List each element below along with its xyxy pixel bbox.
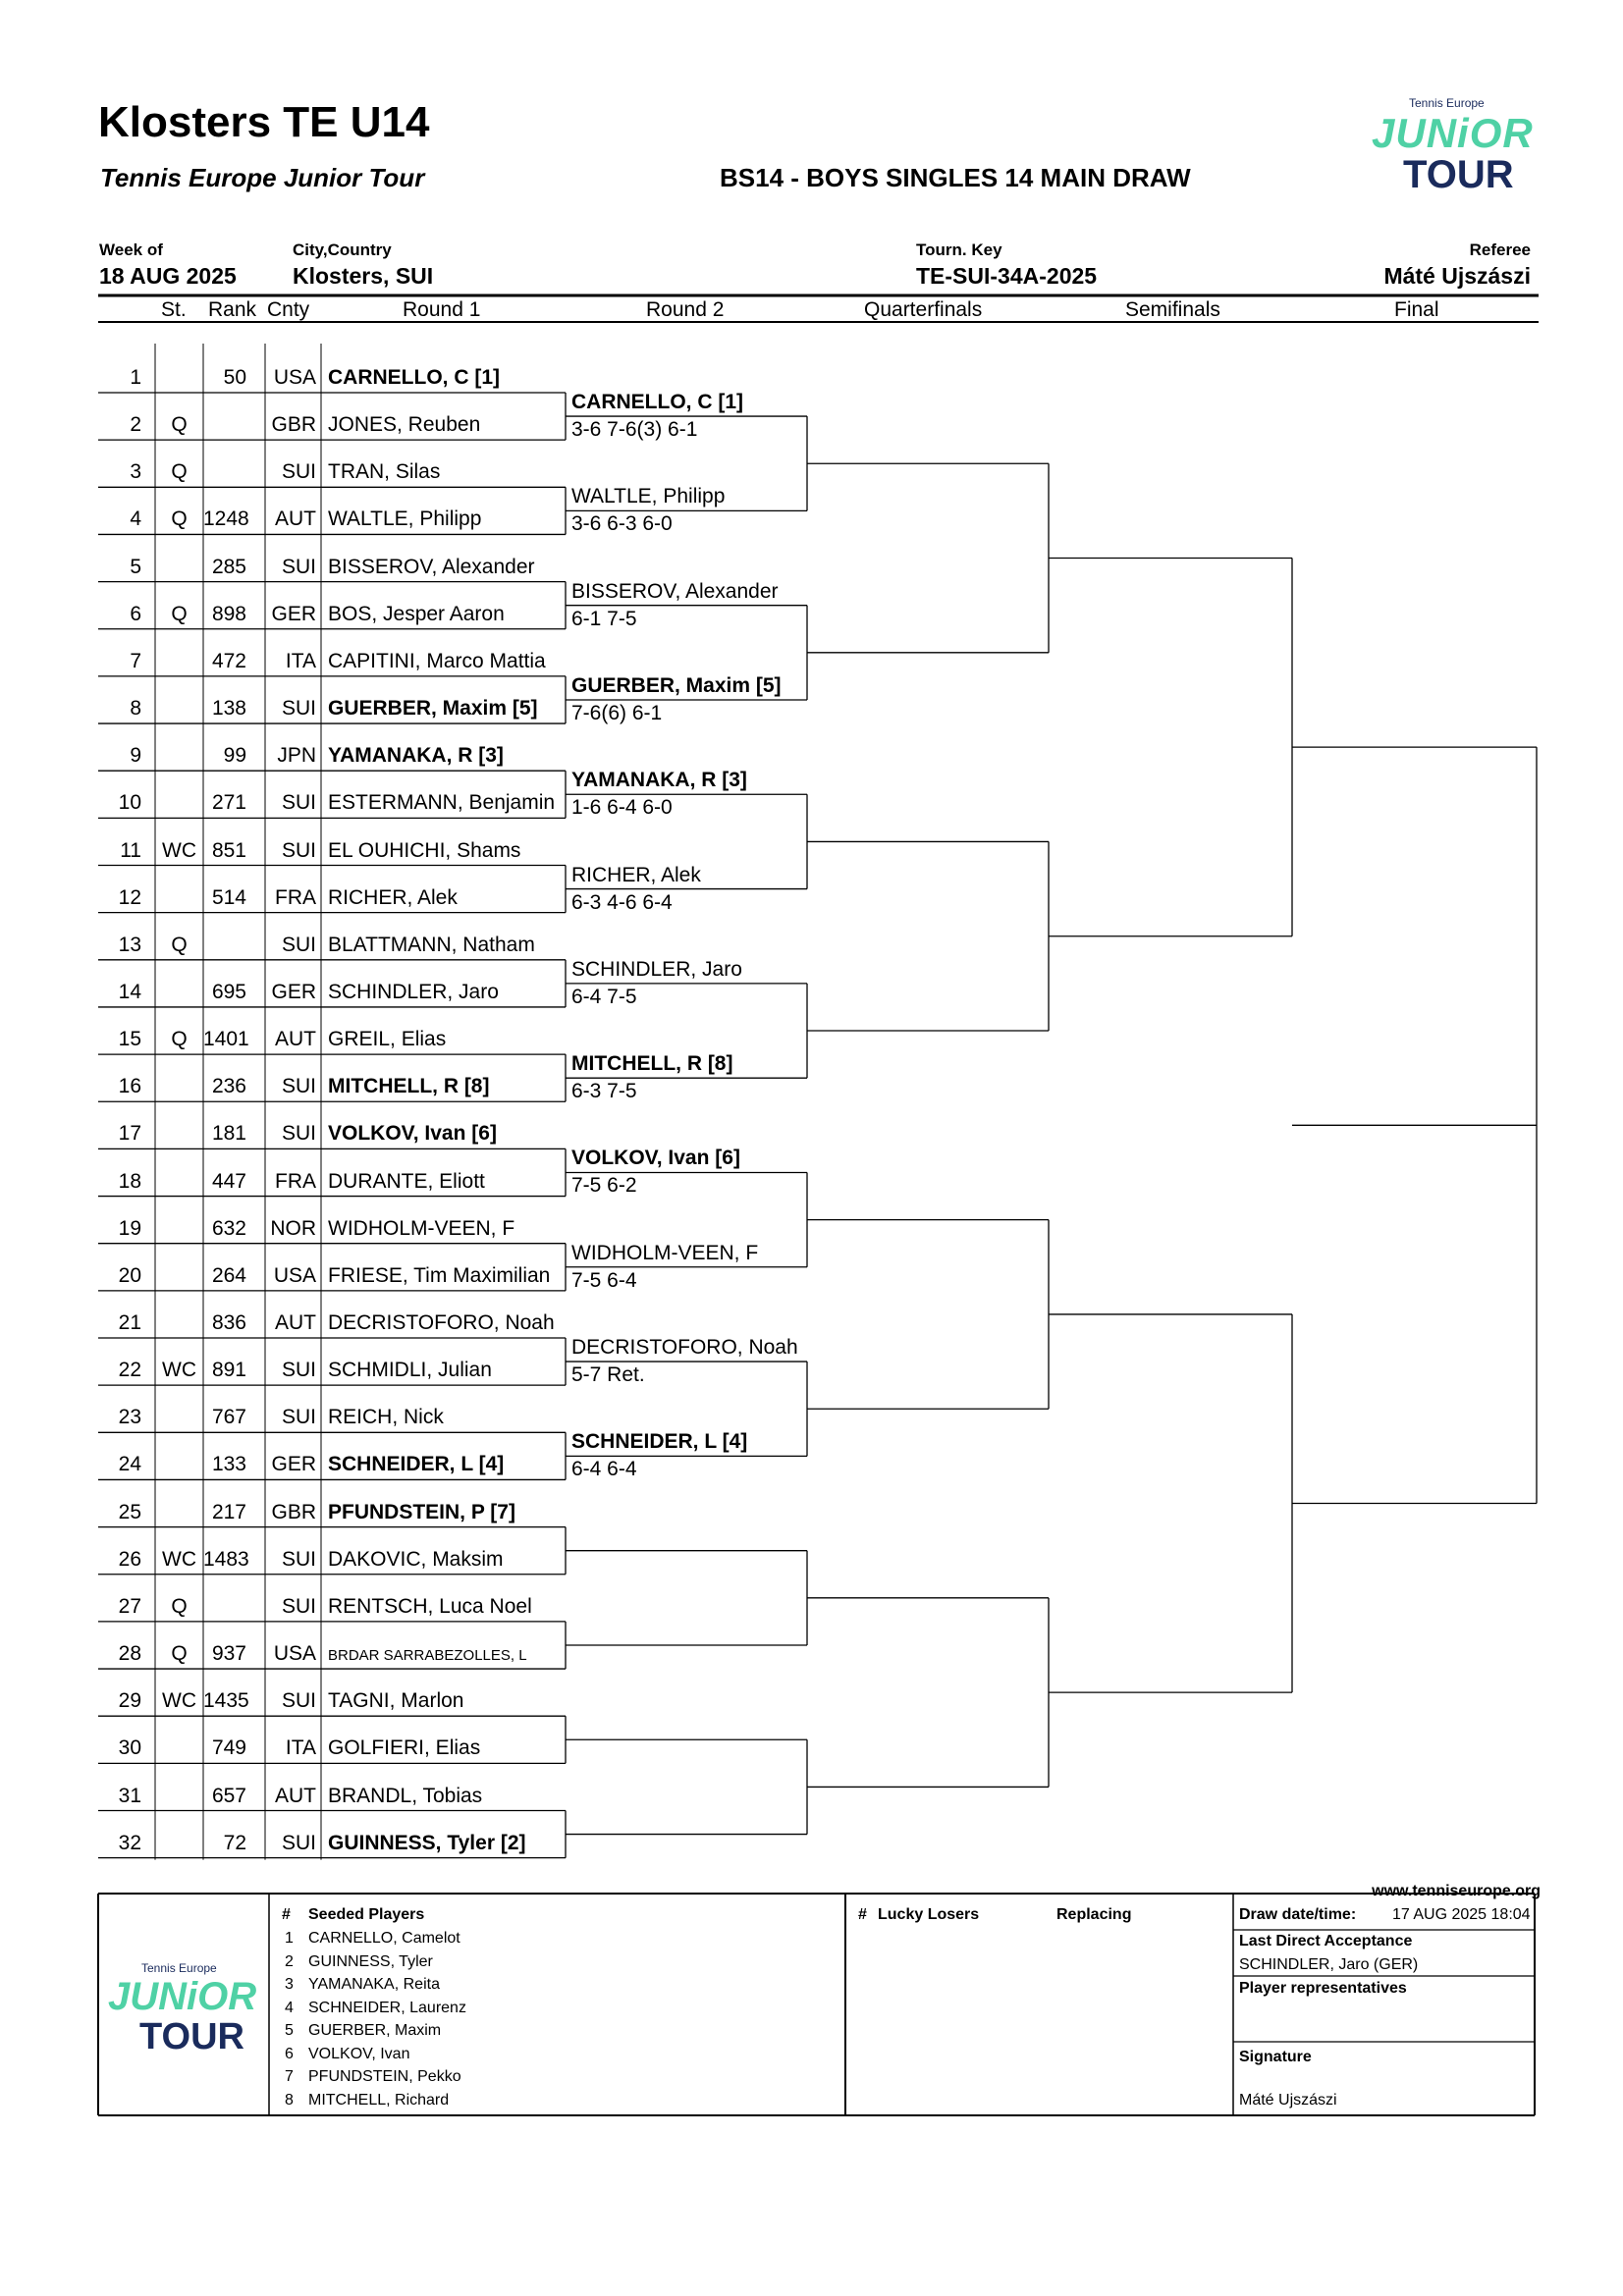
player-country: SUI [281,1406,316,1429]
tour-subtitle: Tennis Europe Junior Tour [100,163,425,192]
player-rank: 657 [211,1784,246,1807]
player-country: USA [273,1263,316,1287]
round2-winner: SCHNEIDER, L [4] [571,1430,748,1454]
player-country: SUI [281,1075,316,1098]
player-rank: 236 [211,1075,246,1098]
round2-winner: GUERBER, Maxim [5] [571,673,782,697]
seed-number: 3 [285,1976,294,1993]
player-name: TAGNI, Marlon [328,1689,464,1713]
draw-position: 2 [130,413,141,437]
entry-status: Q [171,507,188,531]
player-rank: 217 [211,1500,246,1523]
player-country: SUI [281,1689,316,1713]
draw-position: 13 [118,933,141,956]
logo-junior-text: JUNiOR [1372,110,1534,156]
city-value: Klosters, SUI [293,263,434,289]
round2-score: 6-3 4-6 6-4 [571,890,673,914]
player-rank: 1248 [203,507,249,531]
entry-status: Q [171,1594,188,1618]
draw-date-value: 17 AUG 2025 18:04 [1392,1906,1531,1923]
seeded-hash: # [282,1906,291,1923]
tourn-key-label: Tourn. Key [916,240,1002,259]
seed-player: SCHNEIDER, Laurenz [308,1999,466,2016]
round2-winner: DECRISTOFORO, Noah [571,1336,798,1360]
player-rank: 851 [211,838,246,862]
player-rank: 447 [211,1169,246,1193]
player-name: DECRISTOFORO, Noah [328,1311,555,1334]
player-country: SUI [281,838,316,862]
seed-number: 8 [285,2091,294,2109]
week-label: Week of [99,240,163,259]
round2-winner: YAMANAKA, R [3] [571,769,747,792]
round2-winner: WALTLE, Philipp [571,485,726,508]
draw-position: 12 [118,885,141,909]
entry-status: Q [171,933,188,956]
player-country: AUT [275,1028,316,1051]
player-country: USA [273,1642,316,1666]
player-country: USA [273,366,316,389]
player-name: CAPITINI, Marco Mattia [328,649,546,672]
player-country: GBR [271,1500,316,1523]
player-name: FRIESE, Tim Maximilian [328,1263,551,1287]
seed-player: CARNELLO, Camelot [308,1930,460,1947]
player-name: BLATTMANN, Natham [328,933,535,956]
entry-status: WC [162,1359,196,1382]
player-country: FRA [275,1169,316,1193]
entry-status: Q [171,460,188,484]
entry-status: WC [162,838,196,862]
player-rank: 1483 [203,1547,249,1571]
draw-position: 17 [118,1122,141,1146]
logo-tour-text: TOUR [1403,153,1514,196]
round2-winner: CARNELLO, C [1] [571,391,743,414]
player-name: SCHMIDLI, Julian [328,1359,492,1382]
seed-number: 2 [285,1952,294,1970]
player-name: SCHINDLER, Jaro [328,980,499,1003]
signature-value: Máté Ujszászi [1239,2092,1337,2109]
draw-position: 15 [118,1028,141,1051]
draw-position: 18 [118,1169,141,1193]
seed-number: 5 [285,2022,294,2039]
player-rank: 181 [211,1122,246,1146]
player-name: JONES, Reuben [328,413,481,437]
player-name: ESTERMANN, Benjamin [328,791,556,815]
player-country: NOR [270,1216,316,1240]
player-rank: 749 [211,1736,246,1760]
player-name: SCHNEIDER, L [4] [328,1453,505,1476]
week-value: 18 AUG 2025 [99,263,237,289]
round2-score: 1-6 6-4 6-0 [571,796,673,820]
player-name: BOS, Jesper Aaron [328,602,505,625]
round2-score: 6-4 6-4 [571,1458,637,1481]
round2-score: 3-6 6-3 6-0 [571,512,673,536]
round2-score: 6-4 7-5 [571,985,637,1008]
round2-winner: VOLKOV, Ivan [6] [571,1147,740,1170]
referee-label: Referee [1469,240,1531,259]
footer-logo-tour-text: TOUR [139,2016,244,2057]
player-rank: 836 [211,1311,246,1334]
logo-small-text: Tennis Europe [1409,96,1485,110]
player-country: SUI [281,1122,316,1146]
draw-position: 25 [118,1500,141,1523]
round2-score: 7-6(6) 6-1 [571,701,663,724]
player-name: YAMANAKA, R [3] [328,744,504,768]
player-rank: 99 [223,744,246,768]
draw-position: 1 [130,366,141,389]
draw-position: 8 [130,697,141,721]
player-rank: 138 [211,697,246,721]
player-name: REICH, Nick [328,1406,444,1429]
event-title: BS14 - BOYS SINGLES 14 MAIN DRAW [720,163,1191,192]
player-country: AUT [275,1784,316,1807]
player-country: JPN [277,744,316,768]
seed-player: YAMANAKA, Reita [308,1976,440,1993]
draw-position: 16 [118,1075,141,1098]
player-country: GER [271,602,316,625]
player-name: TRAN, Silas [328,460,441,484]
player-rank: 767 [211,1406,246,1429]
player-country: GBR [271,413,316,437]
player-rank: 271 [211,791,246,815]
round2-score: 7-5 6-4 [571,1268,637,1292]
draw-position: 11 [120,838,141,862]
draw-position: 29 [118,1689,141,1713]
player-rank: 632 [211,1216,246,1240]
round2-score: 3-6 7-6(3) 6-1 [571,418,698,442]
player-name: PFUNDSTEIN, P [7] [328,1500,515,1523]
player-rank: 72 [223,1831,246,1854]
player-name: WALTLE, Philipp [328,507,482,531]
signature-label: Signature [1239,2049,1312,2065]
seed-player: PFUNDSTEIN, Pekko [308,2068,461,2085]
draw-position: 27 [118,1594,141,1618]
player-country: SUI [281,460,316,484]
entry-status: WC [162,1547,196,1571]
round2-winner: RICHER, Alek [571,863,701,886]
player-country: AUT [275,1311,316,1334]
draw-position: 22 [118,1359,141,1382]
player-name: DURANTE, Eliott [328,1169,485,1193]
player-rank: 133 [211,1453,246,1476]
round2-score: 5-7 Ret. [571,1363,645,1387]
player-country: GER [271,980,316,1003]
lucky-losers-label: Lucky Losers [878,1906,980,1923]
player-rank: 1435 [203,1689,249,1713]
round2-winner: SCHINDLER, Jaro [571,957,742,981]
seed-player: MITCHELL, Richard [308,2091,450,2109]
player-reps-label: Player representatives [1239,1980,1407,1997]
seed-player: GUERBER, Maxim [308,2022,442,2039]
draw-position: 5 [130,555,141,578]
player-name: BRDAR SARRABEZOLLES, L [328,1647,527,1665]
player-country: SUI [281,1831,316,1854]
player-name: CARNELLO, C [1] [328,366,500,389]
player-name: GOLFIERI, Elias [328,1736,481,1760]
player-rank: 285 [211,555,246,578]
draw-position: 21 [118,1311,141,1334]
draw-position: 28 [118,1642,141,1666]
player-country: FRA [275,885,316,909]
col-round2: Round 2 [646,298,725,321]
player-rank: 50 [223,366,246,389]
seed-player: VOLKOV, Ivan [308,2045,410,2062]
city-label: City,Country [293,240,392,259]
player-rank: 937 [211,1642,246,1666]
player-country: SUI [281,697,316,721]
player-name: VOLKOV, Ivan [6] [328,1122,497,1146]
seed-number: 1 [285,1930,294,1947]
player-name: RICHER, Alek [328,885,458,909]
draw-date-label: Draw date/time: [1239,1906,1357,1923]
player-country: ITA [285,1736,316,1760]
player-name: BRANDL, Tobias [328,1784,483,1807]
entry-status: Q [171,1028,188,1051]
player-country: SUI [281,555,316,578]
col-quarterfinals: Quarterfinals [864,298,983,321]
seeded-label: Seeded Players [308,1906,425,1923]
entry-status: Q [171,413,188,437]
player-rank: 1401 [203,1028,249,1051]
player-name: MITCHELL, R [8] [328,1075,490,1098]
round2-score: 6-3 7-5 [571,1080,637,1103]
player-name: GUINNESS, Tyler [2] [328,1831,526,1854]
player-name: RENTSCH, Luca Noel [328,1594,532,1618]
draw-position: 26 [118,1547,141,1571]
col-round1: Round 1 [403,298,481,321]
draw-position: 6 [130,602,141,625]
player-country: ITA [285,649,316,672]
col-st: St. [161,298,187,321]
player-rank: 891 [211,1359,246,1382]
player-country: SUI [281,1594,316,1618]
footer-logo [108,1961,265,2059]
draw-position: 14 [118,980,141,1003]
seed-number: 7 [285,2068,294,2085]
player-name: EL OUHICHI, Shams [328,838,521,862]
lda-value: SCHINDLER, Jaro (GER) [1239,1956,1419,1973]
player-rank: 264 [211,1263,246,1287]
entry-status: WC [162,1689,196,1713]
footer-logo-small-text: Tennis Europe [141,1961,217,1975]
player-country: SUI [281,1359,316,1382]
entry-status: Q [171,1642,188,1666]
lda-label: Last Direct Acceptance [1239,1933,1413,1949]
player-name: DAKOVIC, Maksim [328,1547,504,1571]
page-title: Klosters TE U14 [98,98,430,146]
draw-position: 4 [130,507,141,531]
website: www.tenniseurope.org [1372,1883,1541,1899]
entry-status: Q [171,602,188,625]
draw-position: 32 [118,1831,141,1854]
player-rank: 514 [211,885,246,909]
player-name: GREIL, Elias [328,1028,447,1051]
col-rank: Rank [208,298,257,321]
player-country: SUI [281,933,316,956]
player-country: SUI [281,791,316,815]
player-name: BISSEROV, Alexander [328,555,535,578]
player-country: AUT [275,507,316,531]
player-country: SUI [281,1547,316,1571]
col-final: Final [1394,298,1439,321]
round2-winner: MITCHELL, R [8] [571,1052,733,1076]
draw-position: 7 [130,649,141,672]
draw-position: 31 [118,1784,141,1807]
tourn-key-value: TE-SUI-34A-2025 [916,263,1098,289]
draw-position: 24 [118,1453,141,1476]
player-name: WIDHOLM-VEEN, F [328,1216,515,1240]
player-country: GER [271,1453,316,1476]
referee-value: Máté Ujszászi [1383,263,1531,289]
lucky-losers-hash: # [858,1906,867,1923]
round2-winner: BISSEROV, Alexander [571,579,779,603]
player-rank: 695 [211,980,246,1003]
draw-position: 3 [130,460,141,484]
player-name: GUERBER, Maxim [5] [328,697,538,721]
player-rank: 898 [211,602,246,625]
draw-position: 9 [130,744,141,768]
footer-logo-junior-text: JUNiOR [108,1975,257,2018]
col-semifinals: Semifinals [1125,298,1220,321]
round2-score: 6-1 7-5 [571,607,637,630]
draw-position: 30 [118,1736,141,1760]
replacing-label: Replacing [1056,1906,1132,1923]
draw-position: 23 [118,1406,141,1429]
seed-number: 6 [285,2045,294,2062]
draw-position: 20 [118,1263,141,1287]
col-cnty: Cnty [267,298,310,321]
round2-score: 7-5 6-2 [571,1174,637,1198]
seed-player: GUINNESS, Tyler [308,1952,433,1970]
round2-winner: WIDHOLM-VEEN, F [571,1241,759,1264]
player-rank: 472 [211,649,246,672]
draw-position: 19 [118,1216,141,1240]
seed-number: 4 [285,1999,294,2016]
draw-position: 10 [118,791,141,815]
